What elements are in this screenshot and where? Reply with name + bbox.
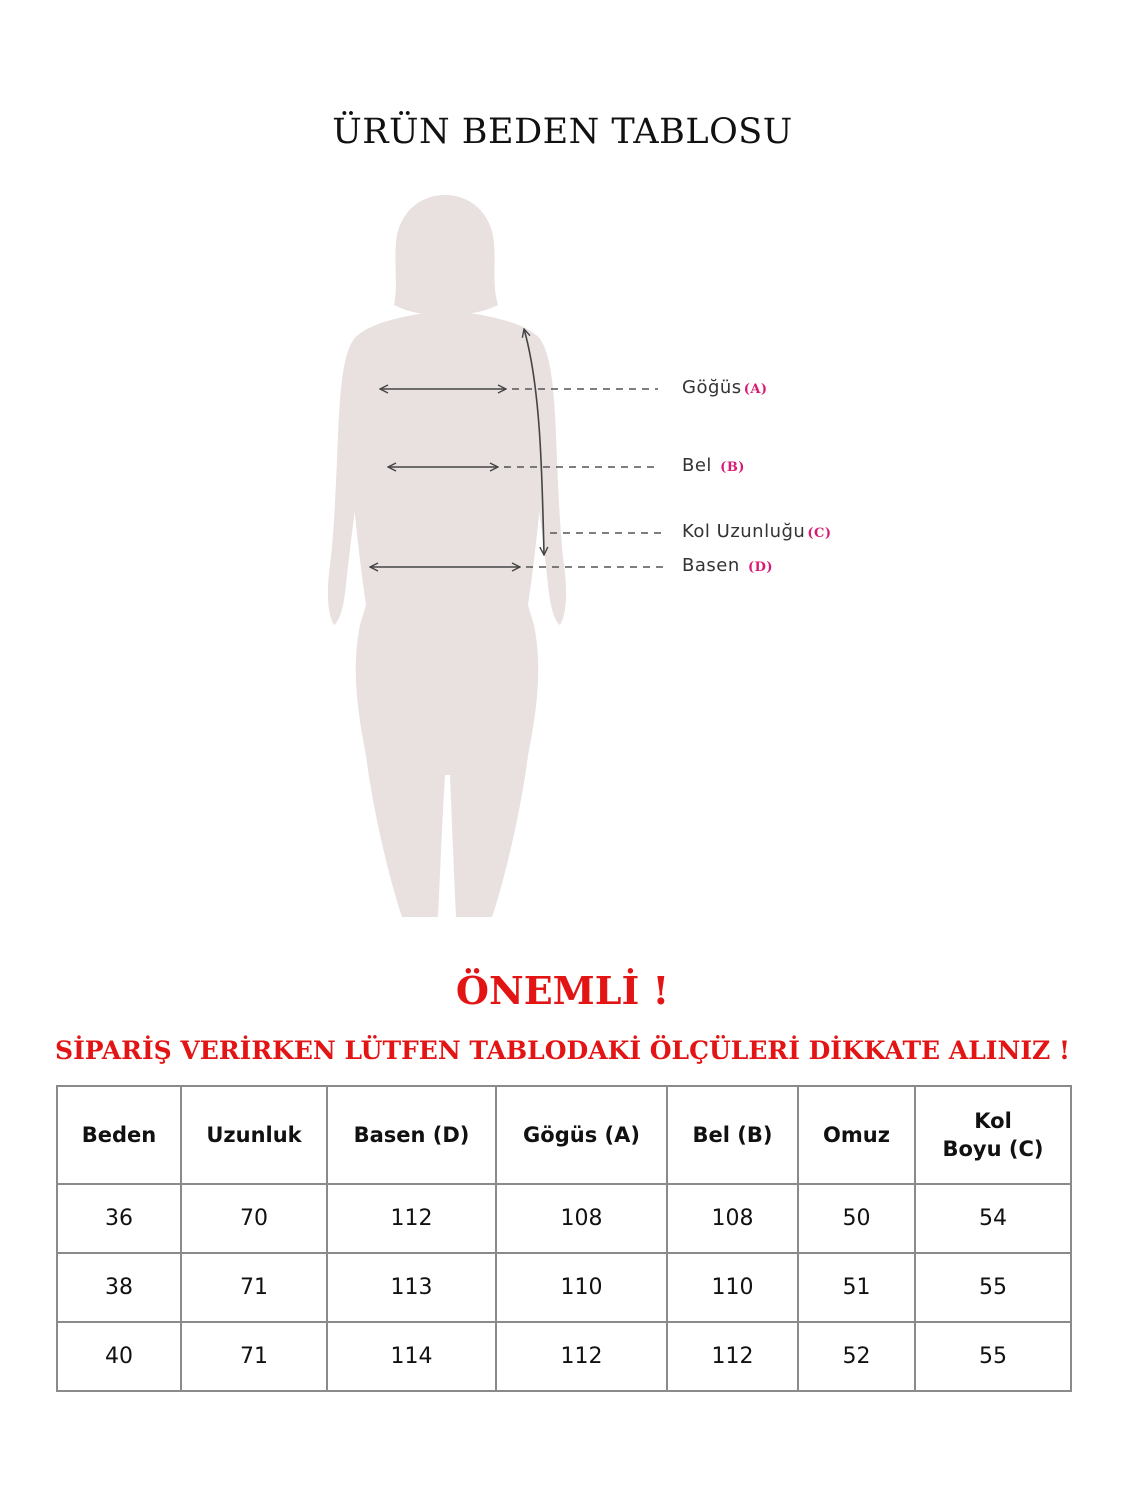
- table-cell: 71: [181, 1322, 327, 1391]
- table-cell: 55: [915, 1253, 1071, 1322]
- measurement-code: (C): [807, 526, 832, 541]
- table-cell: 112: [496, 1322, 667, 1391]
- warning-text: SİPARİŞ VERİRKEN LÜTFEN TABLODAKİ ÖLÇÜLERİ DİKKATE ALINIZ !: [55, 1036, 1070, 1065]
- header-kol-line2: Boyu (C): [942, 1137, 1044, 1161]
- page-title: ÜRÜN BEDEN TABLOSU: [332, 112, 793, 152]
- table-cell: 114: [327, 1322, 496, 1391]
- table-cell: 113: [327, 1253, 496, 1322]
- body-measurement-diagram: [300, 185, 900, 930]
- measurement-name: Göğüs: [682, 377, 742, 398]
- measurement-name: Bel: [682, 455, 712, 476]
- header-kol-line1: Kol: [974, 1109, 1012, 1133]
- header-kol-boyu: [915, 1086, 1071, 1184]
- table-row: [57, 1253, 1071, 1322]
- table-cell: 55: [915, 1322, 1071, 1391]
- measurement-name: Basen: [682, 555, 740, 576]
- measurement-label-sleeve: [682, 521, 831, 542]
- table-cell: 38: [57, 1253, 181, 1322]
- table-cell: 40: [57, 1322, 181, 1391]
- table-cell: 54: [915, 1184, 1071, 1253]
- header-uzunluk: Uzunluk: [181, 1086, 327, 1184]
- table-header-row: [57, 1086, 1071, 1184]
- measurement-label-chest: [682, 377, 768, 398]
- table-row: [57, 1322, 1071, 1391]
- table-row: [57, 1184, 1071, 1253]
- measurement-name: Kol Uzunluğu: [682, 521, 806, 542]
- table-cell: 71: [181, 1253, 327, 1322]
- header-beden: Beden: [57, 1086, 181, 1184]
- header-gogus: Gögüs (A): [496, 1086, 667, 1184]
- header-basen: Basen (D): [327, 1086, 496, 1184]
- table-cell: 50: [798, 1184, 915, 1253]
- table-cell: 70: [181, 1184, 327, 1253]
- table-cell: 51: [798, 1253, 915, 1322]
- measurement-code: (D): [747, 560, 774, 575]
- measurement-label-waist: [682, 455, 745, 476]
- table-cell: 110: [667, 1253, 798, 1322]
- table-cell: 112: [327, 1184, 496, 1253]
- measurement-code: (A): [743, 382, 768, 397]
- woman-silhouette: [328, 195, 566, 917]
- important-heading: ÖNEMLİ !: [455, 968, 670, 1013]
- size-table: [56, 1085, 1072, 1392]
- table-cell: 108: [667, 1184, 798, 1253]
- table-cell: 52: [798, 1322, 915, 1391]
- measurement-label-hip: [682, 555, 773, 576]
- header-omuz: Omuz: [798, 1086, 915, 1184]
- header-bel: Bel (B): [667, 1086, 798, 1184]
- table-cell: 110: [496, 1253, 667, 1322]
- table-cell: 112: [667, 1322, 798, 1391]
- table-cell: 108: [496, 1184, 667, 1253]
- measurement-code: (B): [720, 460, 745, 475]
- table-cell: 36: [57, 1184, 181, 1253]
- silhouette-illustration: [300, 185, 900, 930]
